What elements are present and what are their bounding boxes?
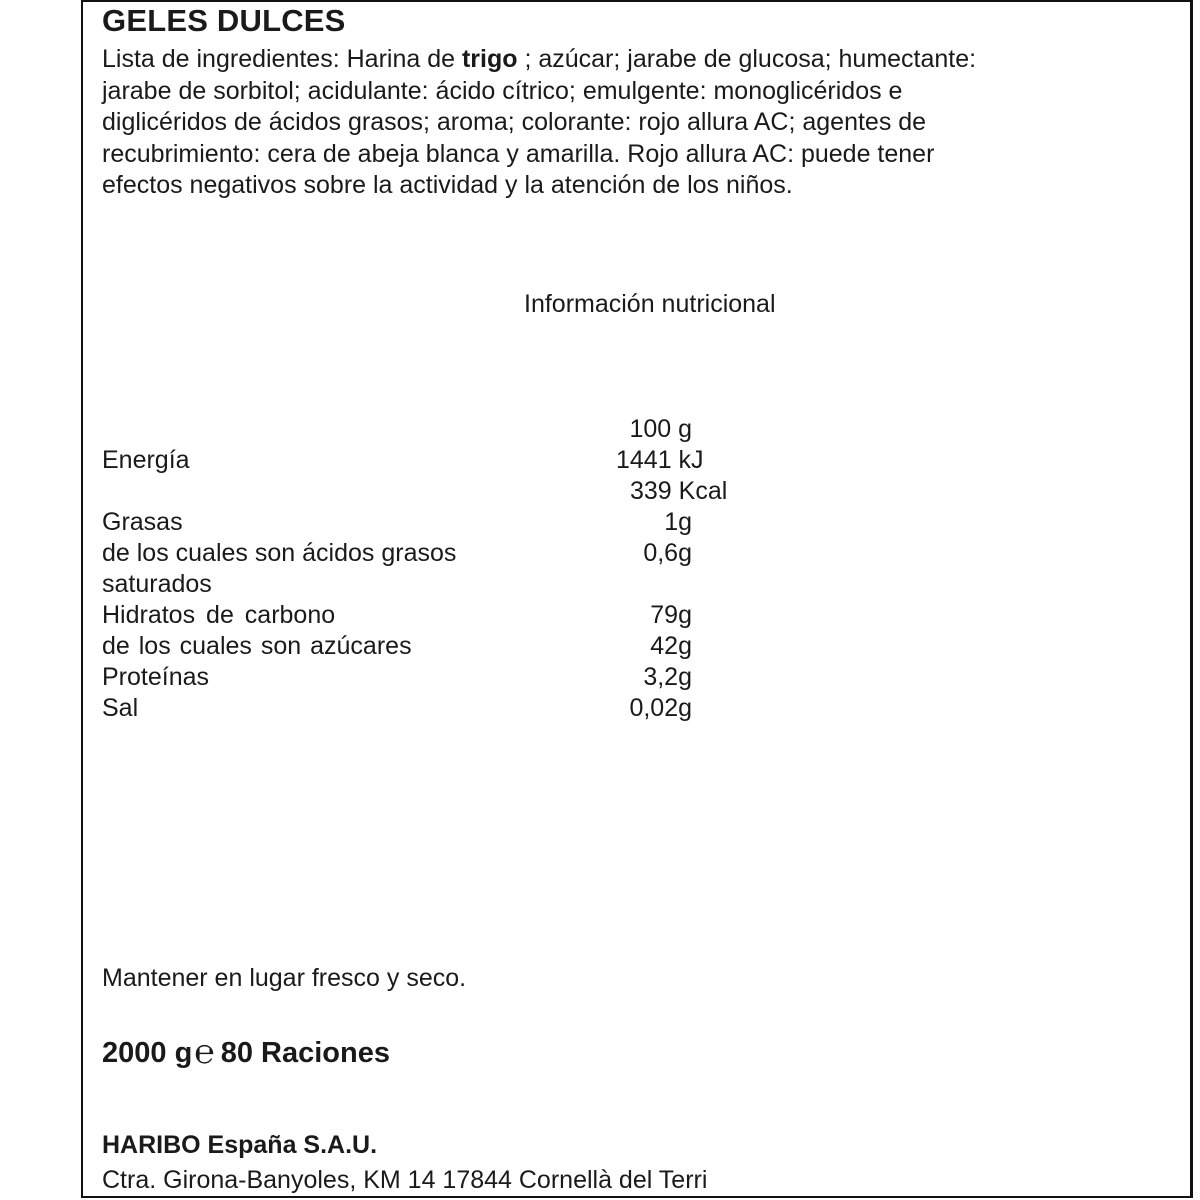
nutrition-row [102, 662, 802, 693]
allergen-wheat: trigo [461, 45, 518, 73]
nutrition-row-energy-kj [102, 445, 802, 476]
estimated-sign-icon: ℮ [194, 1033, 215, 1071]
per-100g-header: 100 g [629, 415, 692, 443]
nutrient-label: saturados [102, 570, 212, 598]
nutrient-label: Grasas [102, 508, 183, 536]
ingredients-line-4: recubrimiento: cera de abeja blanca y amarilla. Rojo allura AC: puede tener [102, 139, 935, 168]
nutrition-row [102, 507, 802, 538]
nutrient-label: Hidratos de carbono [102, 601, 336, 629]
nutrition-row [102, 600, 802, 631]
manufacturer-name: HARIBO España S.A.U. [102, 1131, 378, 1159]
manufacturer-address: Ctra. Girona-Banyoles, KM 14 17844 Cornellà del Terri [102, 1166, 708, 1194]
nutrient-value: 1g [664, 508, 692, 536]
nutrition-table [102, 414, 802, 724]
nutrient-label: Proteínas [102, 663, 210, 691]
nutrient-value: 42g [650, 632, 692, 660]
nutrition-heading: Información nutricional [524, 290, 776, 318]
nutrition-header-row [102, 414, 802, 445]
energy-kcal-value: 339 Kcal [630, 477, 728, 505]
ingredients-prefix: Lista de ingredientes: Harina de [102, 45, 462, 73]
nutrient-value: 79g [650, 601, 692, 629]
nutrient-value: 3,2g [643, 663, 692, 691]
product-title: GELES DULCES [102, 3, 346, 38]
ingredients-suffix: ; azúcar; jarabe de glucosa; humectante: [517, 45, 977, 73]
nutrition-row [102, 569, 802, 600]
nutrient-label: de los cuales son ácidos grasos [102, 539, 457, 567]
nutrition-row [102, 693, 802, 724]
nutrition-row [102, 631, 802, 662]
nutrient-label: Sal [102, 694, 139, 722]
nutrition-row [102, 538, 802, 569]
ingredients-line-1 [102, 44, 976, 76]
servings: 80 Raciones [220, 1037, 390, 1069]
nutrient-value: 0,02g [629, 694, 692, 722]
ingredients-line-3: diglicéridos de ácidos grasos; aroma; colorante: rojo allura AC; agentes de [102, 108, 927, 136]
ingredients-list [102, 44, 976, 202]
nutrient-value: 0,6g [643, 539, 692, 567]
net-quantity [102, 1032, 390, 1071]
ingredients-line-2: jarabe de sorbitol; acidulante: ácido cítrico; emulgente: monoglicéridos e [102, 76, 903, 105]
storage-instructions: Mantener en lugar fresco y seco. [102, 964, 467, 992]
nutrition-row-energy-kcal [102, 476, 802, 507]
energy-kj-value: 1441 kJ [616, 446, 704, 474]
net-weight: 2000 g [102, 1037, 193, 1069]
nutrient-label: de los cuales son azúcares [102, 632, 412, 660]
energy-label: Energía [102, 446, 190, 474]
ingredients-line-5: efectos negativos sobre la actividad y la atención de los niños. [102, 171, 793, 199]
